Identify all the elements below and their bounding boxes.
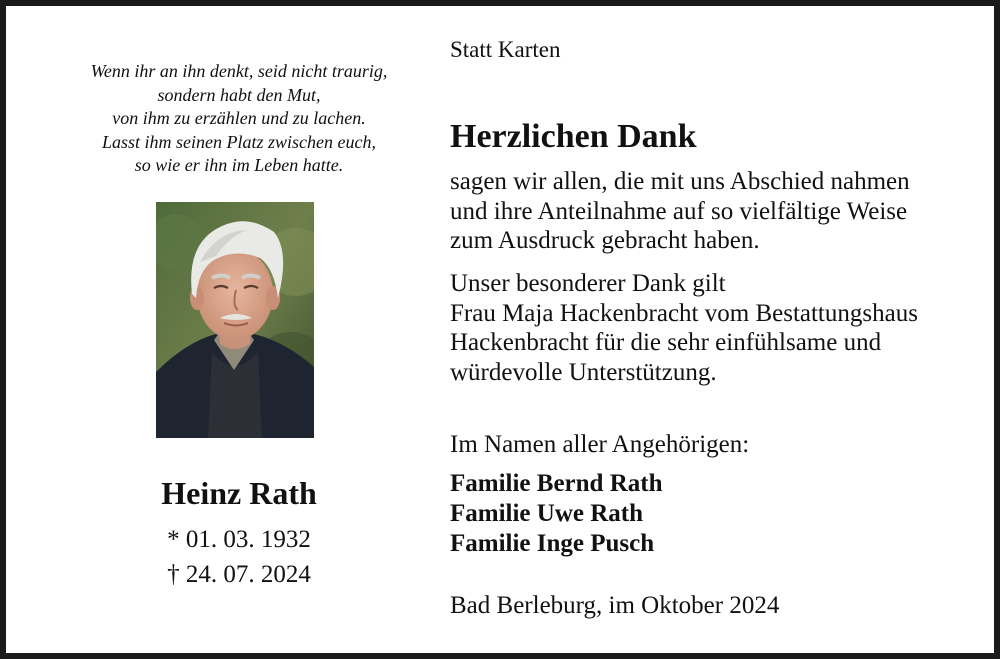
family-list <box>450 469 990 559</box>
poem-line: so wie er ihn im Leben hatte. <box>134 155 344 176</box>
text-line: Hackenbracht für die sehr einfühlsame und <box>450 329 882 356</box>
deceased-name: Heinz Rath <box>161 475 317 511</box>
text-line: zum Ausdruck gebracht haben. <box>450 227 760 254</box>
headline: Herzlichen Dank <box>450 118 697 155</box>
text-line: und ihre Anteilnahme auf so vielfältige Weise <box>450 197 908 225</box>
poem-line: sondern habt den Mut, <box>157 84 321 105</box>
family-name: Familie Bernd Rath <box>450 470 663 497</box>
special-thanks-paragraph <box>450 269 990 387</box>
text-line: sagen wir allen, die mit uns Abschied nahmen <box>450 168 910 195</box>
family-name: Familie Inge Pusch <box>450 530 655 557</box>
portrait-photo <box>156 202 314 438</box>
death-date: † 24. 07. 2024 <box>167 561 311 588</box>
poem-line: von ihm zu erzählen und zu lachen. <box>112 108 366 129</box>
birth-date: * 01. 03. 1932 <box>167 526 311 553</box>
poem-line: Wenn ihr an ihn denkt, seid nicht traurig, <box>90 61 388 81</box>
thanks-paragraph <box>450 167 990 256</box>
place-date: Bad Berleburg, im Oktober 2024 <box>450 592 780 619</box>
text-line: Unser besonderer Dank gilt <box>450 270 726 297</box>
memorial-poem <box>36 60 442 178</box>
poem-line: Lasst ihm seinen Platz zwischen euch, <box>102 131 376 152</box>
signature-intro: Im Namen aller Angehörigen: <box>450 431 750 458</box>
family-name: Familie Uwe Rath <box>450 500 644 527</box>
text-line: Frau Maja Hackenbracht vom Bestattungshaus <box>450 299 918 327</box>
text-line: würdevolle Unterstützung. <box>450 358 717 386</box>
statt-karten-label: Statt Karten <box>450 37 561 62</box>
